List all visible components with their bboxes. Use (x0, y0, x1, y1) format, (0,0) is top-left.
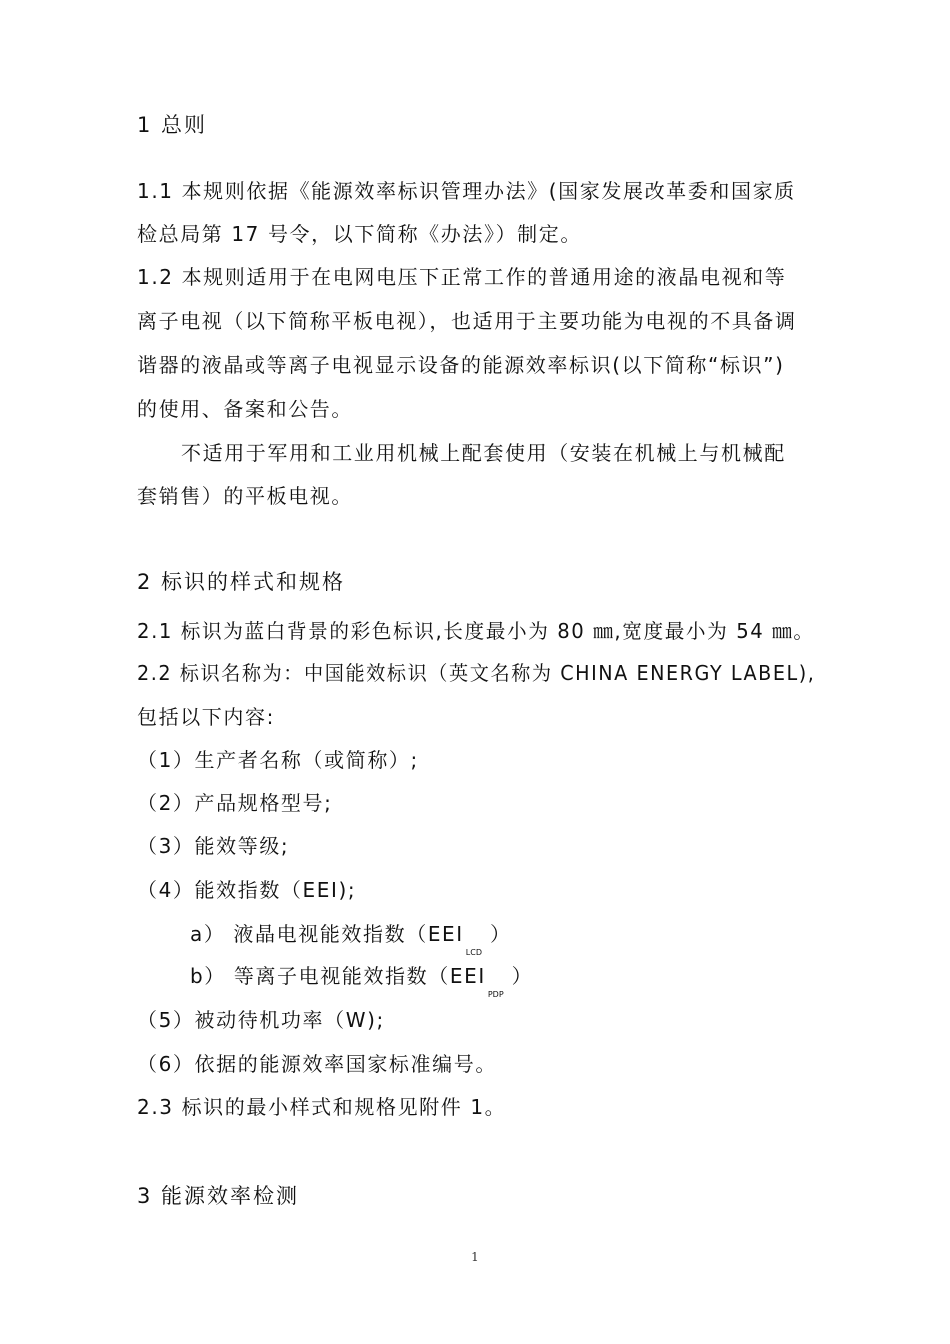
sub-item-pdp-close: ） (511, 964, 534, 988)
clause-1-2-line-3: 谐器的液晶或等离子电视显示设备的能源效率标识(以下简称“标识”) (137, 353, 785, 377)
page-number: 1 (471, 1250, 479, 1264)
sub-item-pdp-label: b） 等离子电视能效指数（EEI (190, 964, 486, 988)
clause-2-2-line-2: 包括以下内容: (137, 705, 275, 729)
clause-1-2-line-4: 的使用、备案和公告。 (137, 397, 353, 421)
list-item-standby-power: （5）被动待机功率（W); (137, 1008, 385, 1032)
list-item-model: （2）产品规格型号; (137, 791, 333, 815)
exclusion-line-2: 套销售）的平板电视。 (137, 484, 353, 508)
sub-item-lcd-label: a） 液晶电视能效指数（EEI (190, 922, 464, 946)
pdp-subscript: PDP (487, 990, 504, 999)
exclusion-line-1: 不适用于军用和工业用机械上配套使用（安装在机械上与机械配 (181, 441, 786, 465)
section-2-heading: 2 标识的样式和规格 (137, 570, 346, 594)
lcd-subscript: LCD (465, 948, 482, 957)
clause-1-1-line-1: 1.1 本规则依据《能源效率标识管理办法》(国家发展改革委和国家质 (137, 179, 796, 203)
sub-item-lcd-close: ） (490, 922, 512, 946)
list-item-efficiency-grade: （3）能效等级; (137, 834, 290, 858)
clause-2-3: 2.3 标识的最小样式和规格见附件 1。 (137, 1095, 507, 1119)
sub-item-lcd-index (190, 920, 512, 967)
list-item-standard-number: （6）依据的能源效率国家标准编号。 (137, 1052, 497, 1076)
clause-1-2-line-1: 1.2 本规则适用于在电网电压下正常工作的普通用途的液晶电视和等 (137, 265, 787, 289)
list-item-producer-name: （1）生产者名称（或简称）; (137, 748, 419, 772)
sub-item-pdp-index (190, 962, 533, 1009)
list-item-efficiency-index: （4）能效指数（EEI); (137, 878, 357, 902)
clause-2-2-line-1: 2.2 标识名称为：中国能效标识（英文名称为 CHINA ENERGY LABEL), (137, 661, 816, 685)
section-3-heading: 3 能源效率检测 (137, 1184, 300, 1208)
section-1-heading: 1 总则 (137, 113, 208, 137)
clause-1-2-line-2: 离子电视（以下简称平板电视），也适用于主要功能为电视的不具备调 (137, 309, 797, 333)
clause-1-1-line-2: 检总局第 17 号令，以下简称《办法》）制定。 (137, 222, 582, 246)
clause-2-1: 2.1 标识为蓝白背景的彩色标识,长度最小为 80 ㎜,宽度最小为 54 ㎜。 (137, 619, 815, 643)
